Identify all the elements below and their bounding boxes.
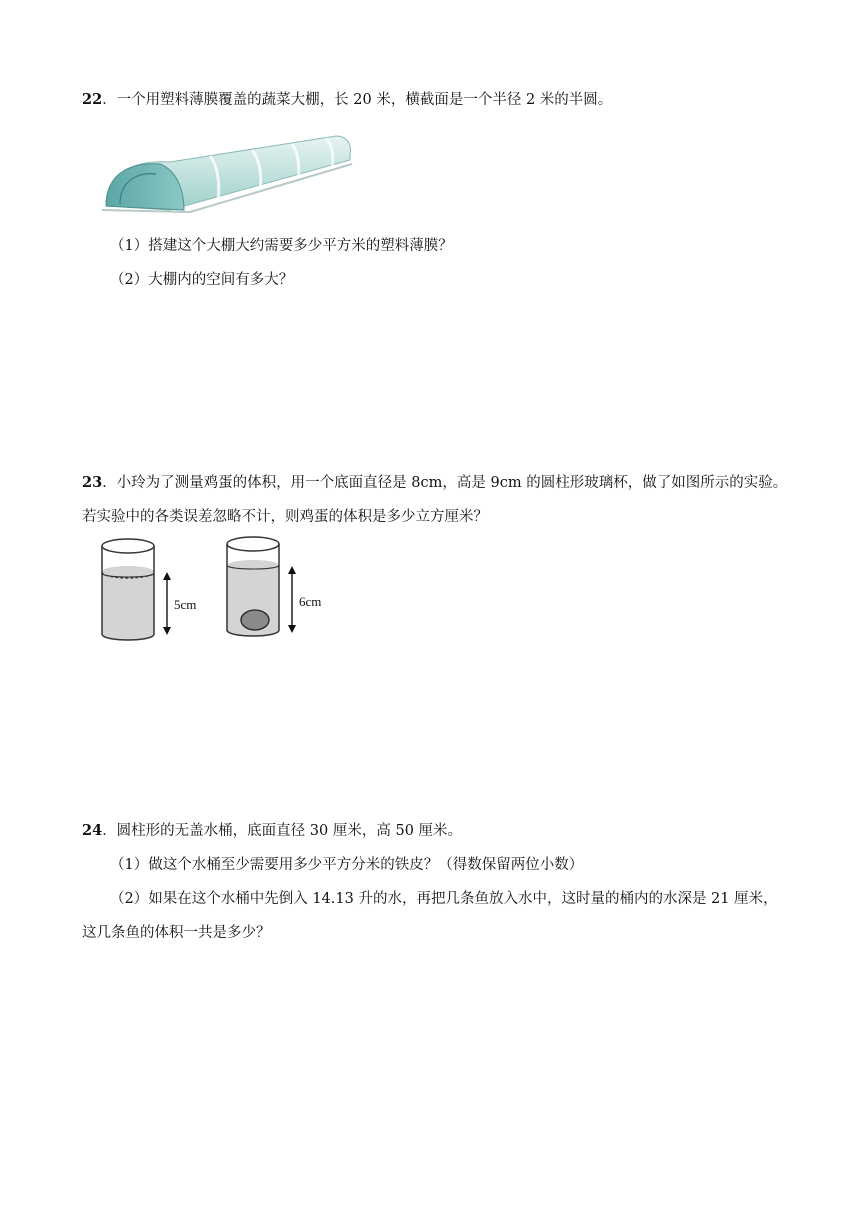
q22-sub1: （1）搭建这个大棚大约需要多少平方米的塑料薄膜？ — [110, 238, 453, 254]
q22-stem-text: ．一个用塑料薄膜覆盖的蔬菜大棚，长 20 米，横截面是一个半径 2 米的半圆。 — [102, 92, 613, 108]
q23-stem-line2: 若实验中的各类误差忽略不计，则鸡蛋的体积是多少立方厘米？ — [82, 509, 488, 525]
q24-sub2-line1: （2）如果在这个水桶中先倒入 14.13 升的水，再把几条鱼放入水中，这时量的桶内的水深是 21 厘米， — [110, 891, 778, 907]
right-glass-cylinder-with-egg — [227, 537, 296, 636]
right-height-label: 6cm — [299, 594, 322, 609]
q23-stem-text: ．小玲为了测量鸡蛋的体积，用一个底面直径是 8cm，高是 9cm 的圆柱形玻璃杯，做了如图所示的实验。 — [102, 475, 788, 491]
q24-stem — [82, 821, 462, 841]
q24-sub2-line2: 这几条鱼的体积一共是多少？ — [82, 925, 271, 941]
greenhouse-illustration — [100, 124, 358, 214]
q22-number: 22 — [82, 91, 103, 108]
q24-number: 24 — [82, 822, 103, 839]
left-glass-cylinder — [102, 539, 171, 640]
q23-number: 23 — [82, 474, 103, 491]
left-height-label: 5cm — [174, 597, 197, 612]
q22-stem — [82, 90, 612, 110]
egg-shape — [241, 610, 269, 630]
q22-sub2: （2）大棚内的空间有多大？ — [110, 272, 294, 288]
q23-stem-line1 — [82, 473, 787, 493]
q24-stem-text: ．圆柱形的无盖水桶，底面直径 30 厘米，高 50 厘米。 — [102, 823, 463, 839]
q24-sub1: （1）做这个水桶至少需要用多少平方分米的铁皮？（得数保留两位小数） — [110, 857, 584, 873]
cylinder-experiment-figure — [96, 534, 336, 646]
